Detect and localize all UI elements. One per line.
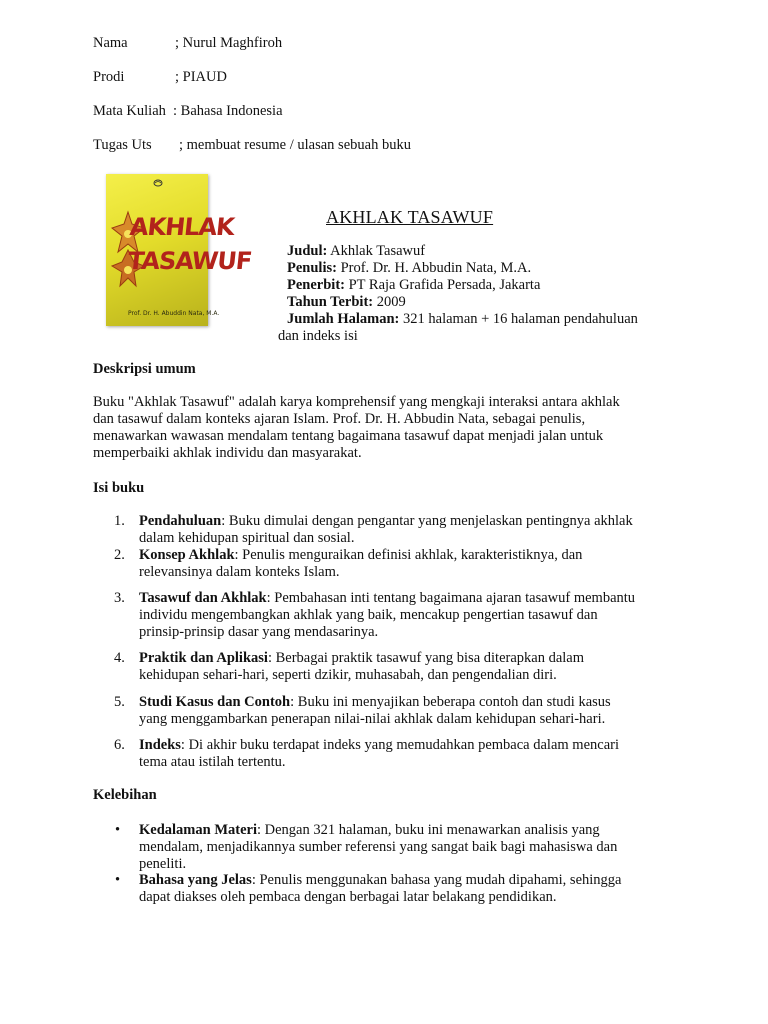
field-label: Tugas Uts [93, 137, 152, 153]
field-label: Prodi [93, 69, 125, 85]
info-label: Penulis: [287, 260, 337, 276]
paragraph-line: menawarkan wawasan mendalam tentang bagaimana tasawuf dapat menjadi jalan untuk [93, 428, 604, 444]
info-value: Prof. Dr. H. Abbudin Nata, M.A. [340, 260, 532, 276]
info-penulis [278, 260, 698, 277]
info-tahun [278, 294, 698, 311]
list-text: dalam kehidupan spiritual dan sosial. [139, 530, 355, 546]
list-text: : Di akhir buku terdapat indeks yang memudahkan pembaca dalam mencari [180, 737, 619, 753]
list-text: relevansinya dalam konteks Islam. [139, 564, 340, 580]
info-label: Jumlah Halaman: [287, 311, 400, 327]
list-term: Kedalaman Materi [139, 822, 257, 838]
list-text: : Pembahasan inti tentang bagaimana ajaran tasawuf membantu [266, 590, 636, 606]
list-text: : Berbagai praktik tasawuf yang bisa diterapkan dalam [267, 650, 585, 666]
field-label: Nama [93, 35, 128, 51]
list-text: tema atau istilah tertentu. [139, 754, 286, 770]
list-text: peneliti. [139, 856, 187, 872]
field-label: Mata Kuliah [93, 103, 166, 119]
info-label: Penerbit: [287, 277, 345, 293]
info-value: Akhlak Tasawuf [330, 243, 426, 259]
bullet-icon: • [115, 872, 121, 888]
field-value: ; Nurul Maghfiroh [175, 35, 283, 51]
list-term: Indeks [139, 737, 181, 753]
book-info [278, 243, 698, 345]
list-term: Konsep Akhlak [139, 547, 235, 563]
list-term: Praktik dan Aplikasi [139, 650, 268, 666]
info-halaman [278, 311, 698, 328]
list-term: Studi Kasus dan Contoh [139, 694, 291, 710]
deskripsi-paragraph [93, 394, 673, 462]
list-text: dapat diakses oleh pembaca dengan berbagai latar belakang pendidikan. [139, 889, 557, 905]
book-cover-image [106, 174, 253, 326]
paragraph-line: Buku "Akhlak Tasawuf" adalah karya komprehensif yang mengkaji interaksi antara akhlak [93, 394, 620, 410]
heading-kelebihan: Kelebihan [93, 787, 157, 803]
info-value: 321 halaman + 16 halaman pendahuluan [403, 311, 638, 327]
info-penerbit [278, 277, 698, 294]
list-number: 3. [114, 590, 125, 606]
list-number: 5. [114, 694, 125, 710]
paragraph-line: memperbaiki akhlak individu dan masyarakat. [93, 445, 362, 461]
list-text: : Penulis menggunakan bahasa yang mudah dipahami, sehingga [251, 872, 622, 888]
list-text: : Buku dimulai dengan pengantar yang menjelaskan pentingnya akhlak [221, 513, 633, 529]
bullet-icon: • [115, 822, 121, 838]
cover-author: Prof. Dr. H. Abuddin Nata, M.A. [128, 310, 220, 317]
list-text: : Dengan 321 halaman, buku ini menawarkan analisis yang [257, 822, 600, 838]
field-value: : Bahasa Indonesia [173, 103, 283, 119]
list-term: Bahasa yang Jelas [139, 872, 252, 888]
list-number: 1. [114, 513, 125, 529]
publisher-logo-icon [153, 179, 163, 187]
list-text: : Penulis menguraikan definisi akhlak, karakteristiknya, dan [234, 547, 583, 563]
list-text: : Buku ini menyajikan beberapa contoh dan studi kasus [290, 694, 611, 710]
book-title: AKHLAK TASAWUF [326, 207, 494, 227]
list-term: Tasawuf dan Akhlak [139, 590, 267, 606]
info-value: PT Raja Grafida Persada, Jakarta [348, 277, 541, 293]
list-text: mendalam, menjadikannya sumber referensi yang sangat baik bagi mahasiswa dan [139, 839, 618, 855]
list-text: prinsip-prinsip dasar yang mendasarinya. [139, 624, 379, 640]
paragraph-line: dan tasawuf dalam konteks ajaran Islam. Prof. Dr. H. Abbudin Nata, sebagai penulis, [93, 411, 586, 427]
info-judul [278, 243, 698, 260]
list-text: kehidupan sehari-hari, seperti dzikir, muhasabah, dan pengendalian diri. [139, 667, 557, 683]
list-term: Pendahuluan [139, 513, 222, 529]
list-text: yang menggambarkan penerapan nilai-nilai akhlak dalam kehidupan sehari-hari. [139, 711, 606, 727]
list-number: 2. [114, 547, 125, 563]
info-label: Tahun Terbit: [287, 294, 374, 310]
field-value: ; membuat resume / ulasan sebuah buku [179, 137, 411, 153]
list-number: 6. [114, 737, 125, 753]
info-label: Judul: [287, 243, 328, 259]
list-text: individu mengembangkan akhlak yang baik, mencakup pengertian tasawuf dan [139, 607, 598, 623]
cover-title-line2: TASAWUF [126, 247, 253, 275]
info-halaman-cont: dan indeks isi [278, 328, 358, 344]
heading-deskripsi: Deskripsi umum [93, 361, 196, 377]
cover-title-line1: AKHLAK [128, 213, 236, 241]
info-value: 2009 [376, 294, 406, 310]
list-number: 4. [114, 650, 125, 666]
field-value: ; PIAUD [175, 69, 227, 85]
heading-isi-buku: Isi buku [93, 480, 145, 496]
